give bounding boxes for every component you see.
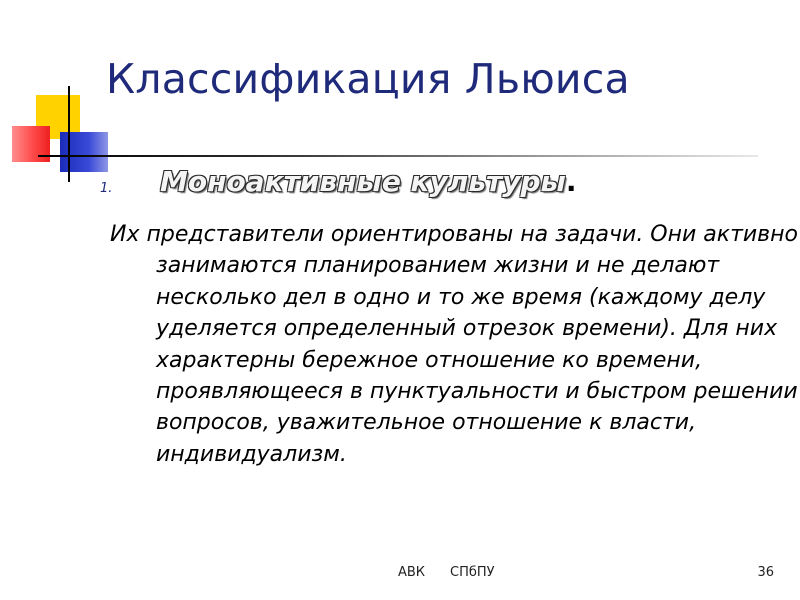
decorative-vertical-line [68,86,70,182]
list-number: 1. [100,181,113,196]
list-heading [160,165,577,198]
footer-center-text: СПбПУ [450,565,495,580]
slide-title: Классификация Льюиса [106,55,630,103]
title-underline [38,155,758,157]
footer-left-text: АВК [398,565,426,580]
list-heading-period: . [565,165,577,198]
list-heading-text: Моноактивные культуры [160,165,566,198]
page-number: 36 [757,565,774,580]
body-paragraph: Их представители ориентированы на задачи. Они активно занимаются планированием жизни и не делают несколько дел в одно и то же время (каждому делу уделяется определенный отрезок времени). Для них характерны бережное отношение ко времени, проявляющееся в пунктуальности и быстром решении вопросов, уважительное отношение к власти, индивидуализм. [110,222,798,467]
